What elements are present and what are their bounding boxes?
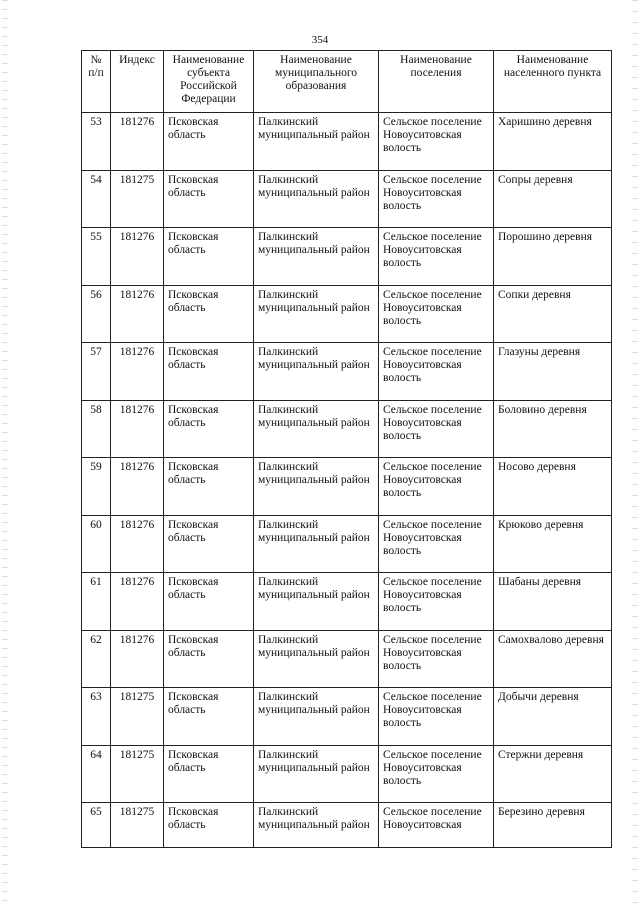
header-cell-locality	[494, 51, 612, 113]
header-cell-index	[111, 51, 164, 113]
locality-value: Крюково деревня	[498, 518, 584, 531]
locality-value: Носово деревня	[498, 461, 576, 473]
municipality-value: Палкинский муниципальный район	[258, 288, 370, 314]
subject-value: Псковская область	[168, 173, 219, 199]
cell-num	[82, 170, 111, 228]
index-value: 181275	[119, 748, 155, 761]
cell-index	[111, 285, 164, 343]
cell-locality	[494, 745, 612, 803]
cell-settlement	[379, 573, 494, 631]
cell-num	[82, 630, 111, 688]
subject-value: Псковская область	[168, 288, 219, 314]
table-row	[82, 400, 612, 458]
table-row	[82, 745, 612, 803]
subject-value: Псковская область	[168, 231, 219, 256]
cell-num	[82, 745, 111, 803]
cell-settlement	[379, 688, 494, 746]
subject-value: Псковская область	[168, 806, 219, 831]
cell-subject	[164, 285, 254, 343]
header-cell-settlement	[379, 51, 494, 113]
cell-locality	[494, 515, 612, 573]
cell-subject	[164, 458, 254, 516]
index-value: 181276	[119, 461, 155, 473]
num-value: 65	[90, 806, 102, 818]
cell-municipality	[254, 170, 379, 228]
cell-index	[111, 458, 164, 516]
index-value: 181276	[119, 518, 155, 531]
table-row	[82, 573, 612, 631]
cell-municipality	[254, 343, 379, 401]
cell-municipality	[254, 228, 379, 286]
cell-num	[82, 803, 111, 848]
header-subject-label: Наименование субъекта Российской Федерации	[172, 54, 245, 105]
index-value: 181275	[119, 691, 155, 703]
cell-subject	[164, 688, 254, 746]
table-row	[82, 803, 612, 848]
cell-settlement	[379, 400, 494, 458]
header-locality-label: Наименование населенного пункта	[503, 54, 602, 79]
cell-settlement	[379, 803, 494, 848]
subject-value: Псковская область	[168, 748, 219, 774]
municipality-value: Палкинский муниципальный район	[258, 403, 370, 429]
cell-index	[111, 170, 164, 228]
cell-subject	[164, 745, 254, 803]
cell-settlement	[379, 343, 494, 401]
settlement-value: Сельское поселение Новоуситовская волость	[383, 518, 482, 557]
cell-index	[111, 515, 164, 573]
cell-settlement	[379, 285, 494, 343]
scan-edge-right	[632, 0, 638, 905]
table-row	[82, 515, 612, 573]
cell-index	[111, 343, 164, 401]
locality-value: Сопки деревня	[498, 288, 571, 301]
table-row	[82, 688, 612, 746]
locality-value: Стержни деревня	[498, 748, 584, 761]
settlement-value: Сельское поселение Новоуситовская	[383, 806, 482, 831]
cell-locality	[494, 400, 612, 458]
cell-subject	[164, 630, 254, 688]
cell-settlement	[379, 630, 494, 688]
num-value: 61	[90, 576, 102, 588]
cell-settlement	[379, 113, 494, 171]
cell-index	[111, 113, 164, 171]
settlement-value: Сельское поселение Новоуситовская волость	[383, 403, 482, 442]
cell-locality	[494, 113, 612, 171]
cell-num	[82, 573, 111, 631]
municipality-value: Палкинский муниципальный район	[258, 576, 370, 601]
subject-value: Псковская область	[168, 346, 219, 371]
num-value: 57	[90, 346, 102, 358]
cell-locality	[494, 458, 612, 516]
table-body	[82, 113, 612, 848]
cell-municipality	[254, 458, 379, 516]
settlements-table	[81, 50, 612, 848]
cell-subject	[164, 573, 254, 631]
cell-settlement	[379, 170, 494, 228]
cell-municipality	[254, 803, 379, 848]
num-value: 60	[90, 518, 102, 531]
cell-subject	[164, 400, 254, 458]
municipality-value: Палкинский муниципальный район	[258, 633, 370, 659]
cell-locality	[494, 170, 612, 228]
locality-value: Харишино деревня	[498, 116, 592, 128]
cell-municipality	[254, 688, 379, 746]
subject-value: Псковская область	[168, 116, 219, 141]
header-num-label: № п/п	[88, 54, 104, 79]
index-value: 181276	[119, 288, 155, 301]
cell-index	[111, 630, 164, 688]
locality-value: Самохвалово деревня	[498, 633, 604, 646]
index-value: 181276	[119, 576, 155, 588]
index-value: 181275	[119, 173, 155, 186]
table-row	[82, 113, 612, 171]
cell-index	[111, 573, 164, 631]
municipality-value: Палкинский муниципальный район	[258, 461, 370, 486]
num-value: 58	[90, 403, 102, 416]
cell-settlement	[379, 745, 494, 803]
cell-locality	[494, 630, 612, 688]
locality-value: Шабаны деревня	[498, 576, 582, 588]
index-value: 181276	[119, 403, 155, 416]
municipality-value: Палкинский муниципальный район	[258, 173, 370, 199]
num-value: 54	[90, 173, 102, 186]
settlement-value: Сельское поселение Новоуситовская волость	[383, 461, 482, 499]
num-value: 62	[90, 633, 102, 646]
cell-index	[111, 745, 164, 803]
cell-municipality	[254, 745, 379, 803]
table-row	[82, 228, 612, 286]
cell-subject	[164, 228, 254, 286]
municipality-value: Палкинский муниципальный район	[258, 806, 370, 831]
cell-num	[82, 458, 111, 516]
header-municipality-label: Наименование муниципального образования	[274, 54, 358, 92]
cell-subject	[164, 170, 254, 228]
num-value: 53	[90, 116, 102, 128]
table-row	[82, 285, 612, 343]
scan-edge-left	[2, 0, 8, 905]
cell-settlement	[379, 458, 494, 516]
cell-municipality	[254, 113, 379, 171]
subject-value: Псковская область	[168, 461, 219, 486]
locality-value: Сопры деревня	[498, 173, 573, 186]
subject-value: Псковская область	[168, 518, 219, 544]
cell-locality	[494, 343, 612, 401]
locality-value: Березино деревня	[498, 806, 585, 818]
page-number: 354	[311, 34, 329, 46]
settlement-value: Сельское поселение Новоуситовская волость	[383, 231, 482, 269]
cell-municipality	[254, 573, 379, 631]
table-header	[82, 51, 612, 113]
num-value: 63	[90, 691, 102, 703]
cell-num	[82, 688, 111, 746]
cell-subject	[164, 803, 254, 848]
header-index-label: Индекс	[119, 54, 155, 66]
cell-locality	[494, 573, 612, 631]
municipality-value: Палкинский муниципальный район	[258, 748, 370, 774]
cell-index	[111, 688, 164, 746]
cell-locality	[494, 228, 612, 286]
locality-value: Боловино деревня	[498, 403, 587, 416]
cell-num	[82, 113, 111, 171]
subject-value: Псковская область	[168, 691, 219, 716]
cell-locality	[494, 285, 612, 343]
table-row	[82, 343, 612, 401]
municipality-value: Палкинский муниципальный район	[258, 346, 370, 371]
header-cell-municipality	[254, 51, 379, 113]
num-value: 59	[90, 461, 102, 473]
locality-value: Добычи деревня	[498, 691, 579, 703]
cell-num	[82, 515, 111, 573]
settlement-value: Сельское поселение Новоуситовская волость	[383, 691, 482, 729]
index-value: 181276	[119, 346, 155, 358]
cell-index	[111, 228, 164, 286]
cell-num	[82, 285, 111, 343]
municipality-value: Палкинский муниципальный район	[258, 518, 370, 544]
locality-value: Порошино деревня	[498, 231, 593, 243]
header-settlement-label: Наименование поселения	[400, 54, 472, 79]
cell-locality	[494, 803, 612, 848]
settlement-value: Сельское поселение Новоуситовская волость	[383, 576, 482, 614]
settlement-value: Сельское поселение Новоуситовская волость	[383, 633, 482, 672]
num-value: 56	[90, 288, 102, 301]
num-value: 64	[90, 748, 102, 761]
cell-num	[82, 228, 111, 286]
subject-value: Псковская область	[168, 403, 219, 429]
cell-municipality	[254, 285, 379, 343]
municipality-value: Палкинский муниципальный район	[258, 116, 370, 141]
index-value: 181276	[119, 116, 155, 128]
table-row	[82, 630, 612, 688]
header-cell-num	[82, 51, 111, 113]
settlement-value: Сельское поселение Новоуситовская волость	[383, 173, 482, 212]
settlement-value: Сельское поселение Новоуситовская волость	[383, 288, 482, 327]
table-row	[82, 170, 612, 228]
cell-subject	[164, 515, 254, 573]
index-value: 181276	[119, 633, 155, 646]
subject-value: Псковская область	[168, 576, 219, 601]
municipality-value: Палкинский муниципальный район	[258, 691, 370, 716]
cell-subject	[164, 113, 254, 171]
cell-settlement	[379, 515, 494, 573]
cell-num	[82, 400, 111, 458]
index-value: 181276	[119, 231, 155, 243]
cell-settlement	[379, 228, 494, 286]
municipality-value: Палкинский муниципальный район	[258, 231, 370, 256]
header-row	[82, 51, 612, 113]
locality-value: Глазуны деревня	[498, 346, 581, 358]
num-value: 55	[90, 231, 102, 243]
cell-municipality	[254, 630, 379, 688]
cell-municipality	[254, 515, 379, 573]
cell-municipality	[254, 400, 379, 458]
cell-index	[111, 803, 164, 848]
header-cell-subject	[164, 51, 254, 113]
settlement-value: Сельское поселение Новоуситовская волость	[383, 748, 482, 787]
cell-num	[82, 343, 111, 401]
index-value: 181275	[119, 806, 155, 818]
table-row	[82, 458, 612, 516]
cell-subject	[164, 343, 254, 401]
cell-locality	[494, 688, 612, 746]
settlement-value: Сельское поселение Новоуситовская волость	[383, 116, 482, 154]
cell-index	[111, 400, 164, 458]
settlement-value: Сельское поселение Новоуситовская волость	[383, 346, 482, 384]
subject-value: Псковская область	[168, 633, 219, 659]
